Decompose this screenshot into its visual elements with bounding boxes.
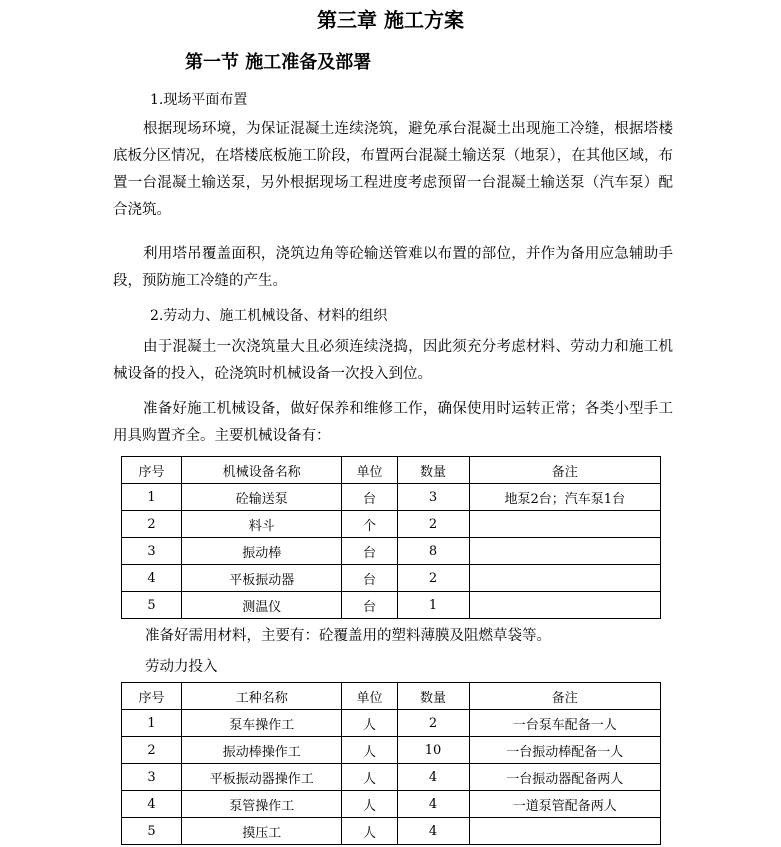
paragraph-site-layout: 根据现场环境，为保证混凝土连续浇筑，避免承台混凝土出现施工冷缝，根据塔楼底板分区情况，在塔楼底板施工阶段，布置两台混凝土输送泵（地泵），在其他区域，布置一台混凝土输送泵，另外根据现场工程进度考虑预留一台混凝土输送泵（汽车泵）配合浇筑。 bbox=[113, 121, 673, 218]
paragraph-equipment-prep: 准备好施工机械设备，做好保养和维修工作，确保使用时运转正常；各类小型手工用具购置齐全。主要机械设备有： bbox=[113, 401, 673, 444]
equipment-table-cell: 2 bbox=[122, 511, 182, 538]
labor-table-cell: 4 bbox=[122, 791, 182, 818]
equipment-table-cell: 台 bbox=[342, 565, 397, 592]
labor-table-row bbox=[122, 737, 661, 764]
chapter-title: 第三章 施工方案 bbox=[317, 8, 464, 32]
labor-table-cell: 人 bbox=[342, 710, 397, 737]
equipment-table-header-cell: 机械设备名称 bbox=[182, 457, 342, 484]
labor-table-cell: 人 bbox=[342, 737, 397, 764]
labor-table-cell: 4 bbox=[397, 764, 469, 791]
equipment-table-row bbox=[122, 484, 661, 511]
subheading-resources: 2.劳动力、施工机械设备、材料的组织 bbox=[150, 308, 388, 324]
labor-table-cell: 4 bbox=[397, 791, 469, 818]
equipment-table-header-cell: 单位 bbox=[342, 457, 397, 484]
labor-table-header-cell: 序号 bbox=[122, 683, 182, 710]
labor-table-cell: 10 bbox=[397, 737, 469, 764]
equipment-table-cell: 平板振动器 bbox=[182, 565, 342, 592]
equipment-table-cell: 2 bbox=[397, 511, 469, 538]
labor-table-cell: 1 bbox=[122, 710, 182, 737]
labor-table-cell: 2 bbox=[122, 737, 182, 764]
paragraph-continuous-pouring: 由于混凝土一次浇筑量大且必须连续浇捣，因此须充分考虑材料、劳动力和施工机械设备的投入，砼浇筑时机械设备一次投入到位。 bbox=[113, 339, 673, 382]
labor-table-header-cell: 工种名称 bbox=[182, 683, 342, 710]
equipment-table-cell: 3 bbox=[122, 538, 182, 565]
labor-table-header-cell: 备注 bbox=[469, 683, 660, 710]
labor-table-row bbox=[122, 818, 661, 845]
labor-table-cell: 人 bbox=[342, 818, 397, 845]
equipment-table-row bbox=[122, 565, 661, 592]
labor-table-row bbox=[122, 791, 661, 818]
equipment-table-cell bbox=[469, 511, 660, 538]
equipment-table-header-cell: 备注 bbox=[469, 457, 660, 484]
labor-table-cell: 振动棒操作工 bbox=[182, 737, 342, 764]
labor-table-cell: 一台泵车配备一人 bbox=[469, 710, 660, 737]
equipment-table-cell bbox=[469, 565, 660, 592]
labor-table-row bbox=[122, 710, 661, 737]
labor-table-cell: 2 bbox=[397, 710, 469, 737]
labor-table-header-cell: 数量 bbox=[397, 683, 469, 710]
equipment-table-cell: 个 bbox=[342, 511, 397, 538]
equipment-table bbox=[121, 456, 661, 619]
equipment-table-cell: 2 bbox=[397, 565, 469, 592]
equipment-table-row bbox=[122, 538, 661, 565]
equipment-table-cell: 5 bbox=[122, 592, 182, 619]
labor-table-cell: 泵管操作工 bbox=[182, 791, 342, 818]
labor-table-cell: 4 bbox=[397, 818, 469, 845]
labor-heading: 劳动力投入 bbox=[145, 659, 218, 675]
equipment-table-cell: 地泵2台；汽车泵1台 bbox=[469, 484, 660, 511]
equipment-table-cell: 4 bbox=[122, 565, 182, 592]
section-title: 第一节 施工准备及部署 bbox=[185, 52, 372, 73]
subheading-site-layout: 1.现场平面布置 bbox=[150, 92, 248, 108]
equipment-table-cell bbox=[469, 538, 660, 565]
equipment-table-header-cell: 序号 bbox=[122, 457, 182, 484]
labor-table-header-cell: 单位 bbox=[342, 683, 397, 710]
labor-table bbox=[121, 682, 661, 845]
labor-table-row bbox=[122, 764, 661, 791]
labor-table-cell bbox=[469, 818, 660, 845]
equipment-table-header-row bbox=[122, 457, 661, 484]
labor-table-cell: 一台振动棒配备一人 bbox=[469, 737, 660, 764]
labor-table-cell: 5 bbox=[122, 818, 182, 845]
equipment-table-cell: 砼输送泵 bbox=[182, 484, 342, 511]
equipment-table-row bbox=[122, 592, 661, 619]
equipment-table-cell: 3 bbox=[397, 484, 469, 511]
equipment-table-header-cell: 数量 bbox=[397, 457, 469, 484]
labor-table-cell: 摸压工 bbox=[182, 818, 342, 845]
labor-table-cell: 人 bbox=[342, 764, 397, 791]
equipment-table-cell: 料斗 bbox=[182, 511, 342, 538]
paragraph-tower-crane: 利用塔吊覆盖面积，浇筑边角等砼输送管难以布置的部位，并作为备用应急辅助手段，预防施工冷缝的产生。 bbox=[113, 246, 673, 289]
equipment-table-cell bbox=[469, 592, 660, 619]
equipment-table-cell: 8 bbox=[397, 538, 469, 565]
labor-table-cell: 人 bbox=[342, 791, 397, 818]
labor-table-header-row bbox=[122, 683, 661, 710]
materials-line: 准备好需用材料，主要有：砼覆盖用的塑料薄膜及阻燃草袋等。 bbox=[145, 628, 551, 644]
equipment-table-row bbox=[122, 511, 661, 538]
equipment-table-cell: 台 bbox=[342, 484, 397, 511]
labor-table-cell: 泵车操作工 bbox=[182, 710, 342, 737]
equipment-table-cell: 台 bbox=[342, 538, 397, 565]
equipment-table-cell: 1 bbox=[122, 484, 182, 511]
labor-table-cell: 平板振动器操作工 bbox=[182, 764, 342, 791]
equipment-table-cell: 振动棒 bbox=[182, 538, 342, 565]
labor-table-cell: 一台振动器配备两人 bbox=[469, 764, 660, 791]
equipment-table-cell: 1 bbox=[397, 592, 469, 619]
equipment-table-cell: 测温仪 bbox=[182, 592, 342, 619]
labor-table-cell: 3 bbox=[122, 764, 182, 791]
labor-table-cell: 一道泵管配备两人 bbox=[469, 791, 660, 818]
equipment-table-cell: 台 bbox=[342, 592, 397, 619]
